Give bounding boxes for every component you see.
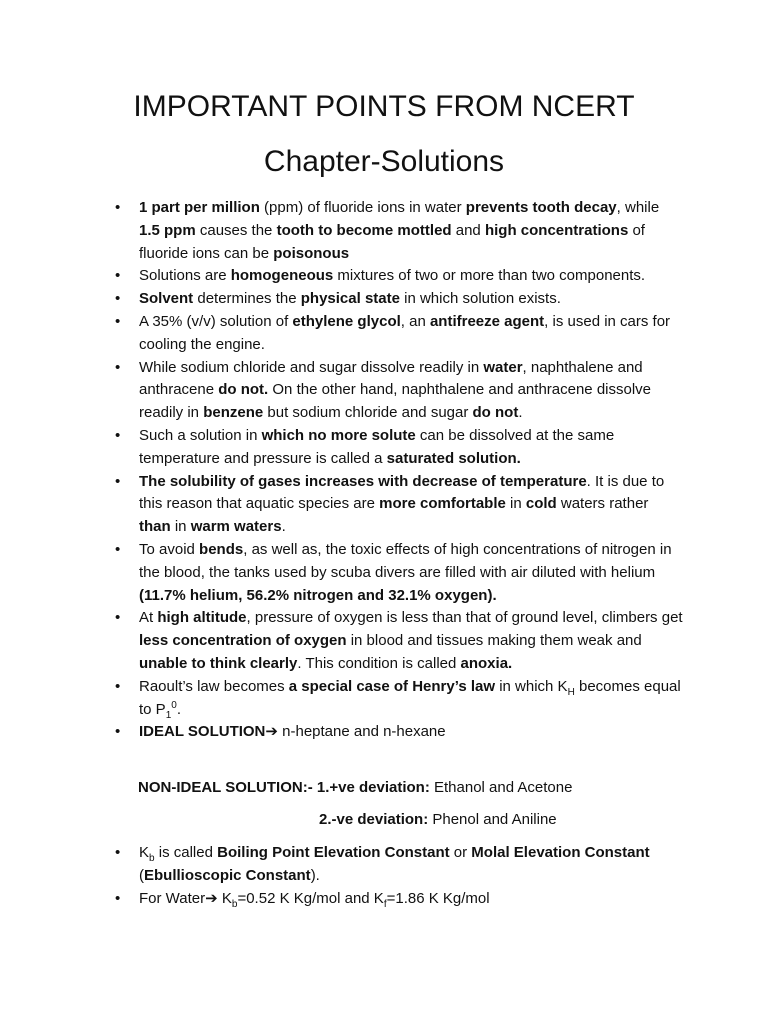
list-item: • Solutions are homogeneous mixtures of two or more than two components.	[113, 265, 683, 288]
arrow-right-icon: ➔	[205, 889, 218, 907]
list-item: • To avoid bends, as well as, the toxic effects of high concentrations of nitrogen in the blood, the tanks used by scuba divers are filled with air diluted with helium (11.7% helium, 56.2% nitrogen and 32.1% oxygen).	[113, 539, 683, 607]
list-item: • The solubility of gases increases with decrease of temperature. It is due to this reason that aquatic species are more comfortable in cold waters rather than in warm waters.	[113, 471, 683, 539]
page-title: IMPORTANT POINTS FROM NCERT	[133, 90, 635, 123]
chapter-title: Chapter-Solutions	[263, 145, 505, 178]
list-item: • While sodium chloride and sugar dissolve readily in water, naphthalene and anthracene do not. On the other hand, naphthalene and anthracene dissolve readily in benzene but sodium chloride and sugar do not.	[113, 357, 683, 425]
list-item: • IDEAL SOLUTION➔ n-heptane and n-hexane	[113, 721, 683, 744]
arrow-right-icon: ➔	[265, 723, 278, 741]
points-list-2	[113, 842, 683, 910]
list-item: • Raoult’s law becomes a special case of Henry’s law in which $K_H$ becomes equal to $P_1^0$.	[113, 676, 683, 722]
list-item: • 1 part per million (ppm) of fluoride ions in water prevents tooth decay, while 1.5 ppm causes the tooth to become mottled and high concentrations of fluoride ions can be poisonous	[113, 197, 683, 265]
list-item: • A 35% (v/v) solution of ethylene glycol, an antifreeze agent, is used in cars for cooling the engine.	[113, 311, 683, 357]
list-item: • $K_b$ is called Boiling Point Elevation Constant or Molal Elevation Constant (Ebullioscopic Constant).	[113, 842, 683, 888]
list-item: • At high altitude, pressure of oxygen is less than that of ground level, climbers get less concentration of oxygen in blood and tissues making them weak and unable to think clearly. This condition is called anoxia.	[113, 607, 683, 675]
non-ideal-line-2: 2.-ve deviation: Phenol and Aniline	[319, 811, 557, 828]
points-list	[113, 197, 683, 744]
non-ideal-line-1: NON-IDEAL SOLUTION:- 1.+ve deviation: Ethanol and Acetone	[138, 779, 573, 796]
list-item: • Solvent determines the physical state in which solution exists.	[113, 288, 683, 311]
list-item: • Such a solution in which no more solute can be dissolved at the same temperature and pressure is called a saturated solution.	[113, 425, 683, 471]
list-item: • For Water➔ $K_b=0.52$ K Kg/mol and $K_f=1.86$ K Kg/mol	[113, 888, 683, 911]
